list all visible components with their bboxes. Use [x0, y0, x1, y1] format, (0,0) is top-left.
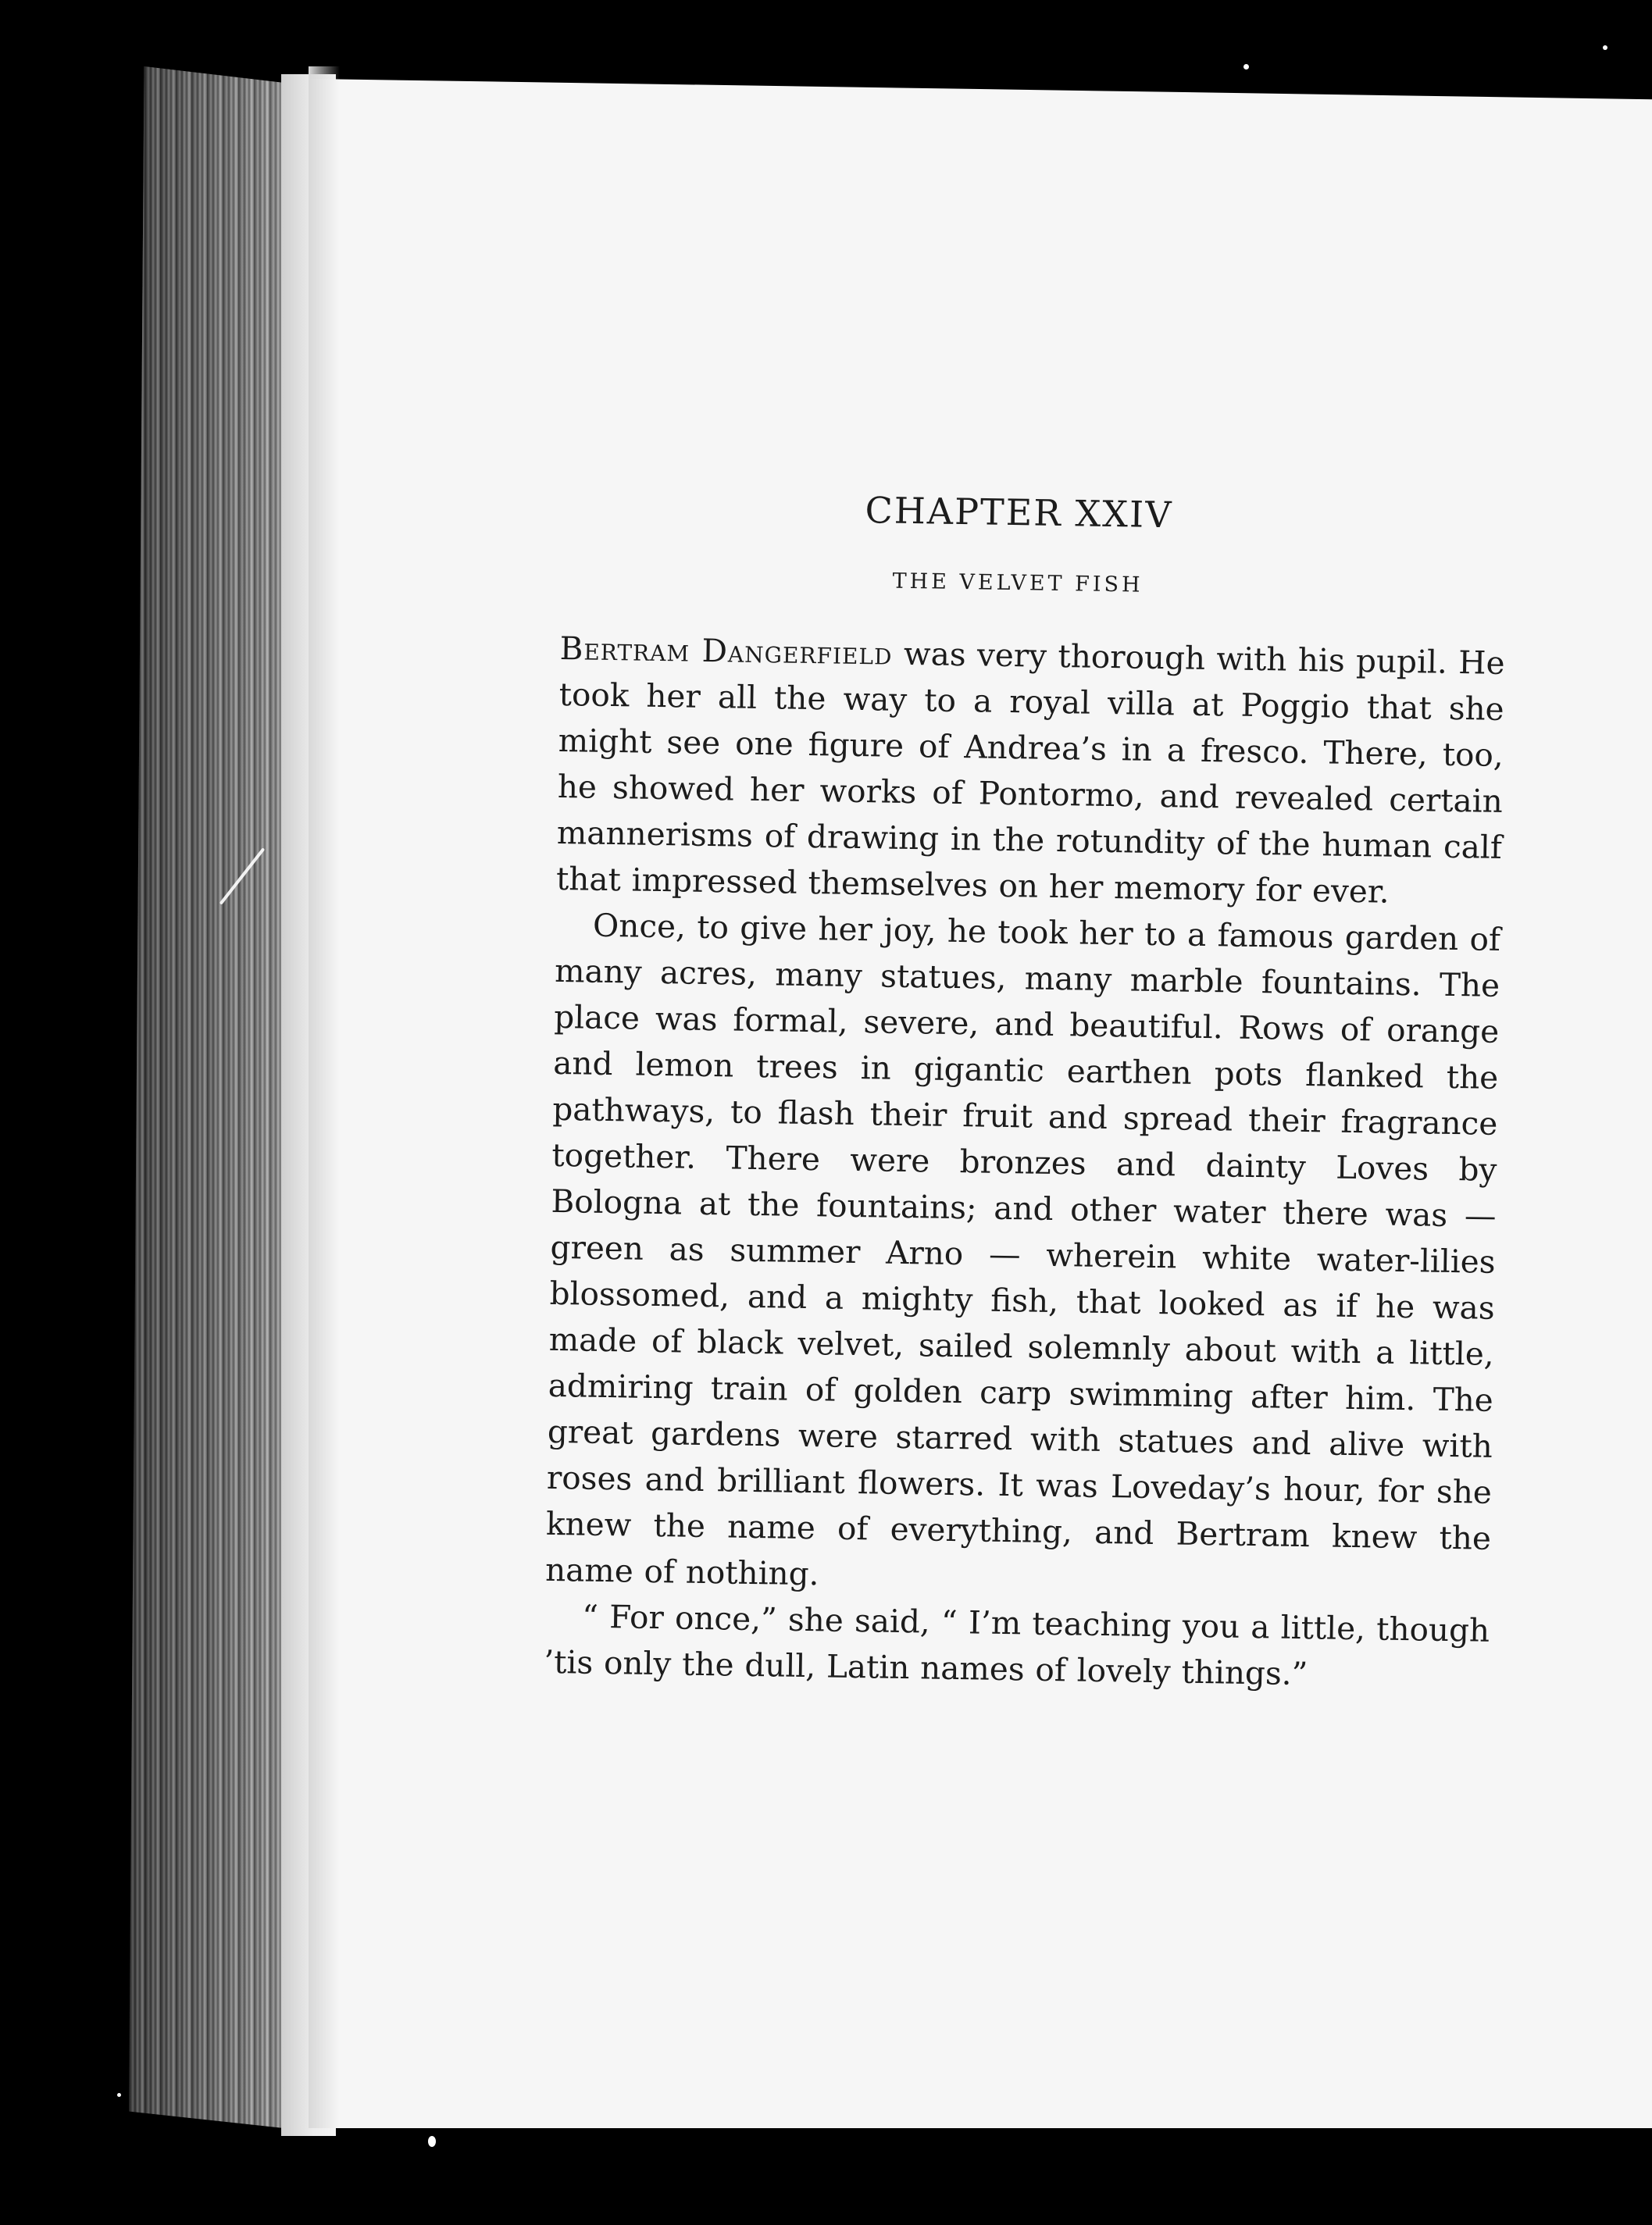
paragraph-lead-name: Bertram Dangerfield — [559, 629, 893, 672]
film-speck — [428, 2136, 436, 2147]
film-speck — [1243, 64, 1249, 70]
paragraph-text: Once, to give her joy, he took her to a famous garden of many acres, many statues, many marble fountains. The place was formal, severe, and beautiful. Rows of orange and lemon trees in gigantic earthen pots flanked the pathways, to flash their fruit and spread their fragrance together. There were bronzes and dainty Loves by Bologna at the fountains; and other water there was — green as summer Arno — wherein white water-lilies blossomed, and a mighty fish, that looked as if he was made of black velvet, sailed solemnly about with a little, admiring train of golden carp swimming after him. The great gardens were starred with statues and alive with roses and brilliant flowers. It was Loveday’s hour, for she knew the name of everything, and Bertram knew the name of nothing. — [544, 906, 1501, 1593]
film-speck — [1603, 45, 1607, 50]
body-paragraph — [556, 626, 1505, 917]
body-paragraph — [544, 1593, 1490, 1700]
page-text-block — [544, 484, 1507, 1700]
chapter-heading: CHAPTER XXIV — [865, 489, 1173, 537]
chapter-subtitle: THE VELVET FISH — [892, 569, 1144, 597]
film-speck — [117, 2093, 121, 2097]
body-paragraph — [545, 902, 1501, 1608]
paragraph-text: was very thorough with his pupil. He took her all the way to a royal villa at Poggio that she might see one figure of Andrea’s in a fresco. There, too, he showed her works of Pontormo, and revealed certain mannerisms of drawing in the rotundity of the human calf that impressed themselves on her memory for ever. — [555, 634, 1505, 911]
page-curl-shading — [309, 66, 340, 2128]
paragraph-text: “ For once,” she said, “ I’m teaching you a little, though ’tis only the dull, Latin names of lovely things.” — [543, 1597, 1490, 1693]
